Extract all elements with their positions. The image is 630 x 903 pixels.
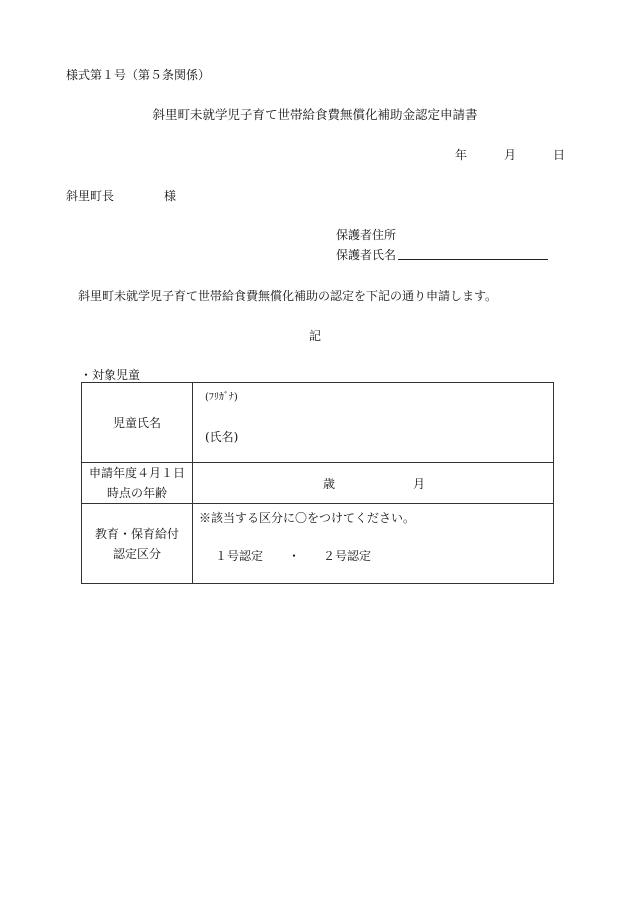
certification-label-line2: 認定区分: [112, 546, 161, 561]
application-statement: 斜里町未就学児子育て世帯給食費無償化補助の認定を下記の通り申請します。: [78, 289, 498, 303]
addressee-honorific: 様: [164, 189, 177, 203]
date-day-label: 日: [553, 148, 566, 162]
application-table: [81, 382, 554, 584]
age-years-label: 歳: [323, 477, 336, 491]
addressee-mayor: 斜里町長: [66, 189, 115, 203]
table-row-certification: [82, 504, 554, 584]
certification-label: [82, 504, 193, 584]
furigana-label: (ﾌﾘｶﾞﾅ): [205, 392, 238, 403]
child-name-cell[interactable]: [193, 383, 554, 463]
table-row-child-name: [82, 383, 554, 463]
guardian-name-underline: [398, 259, 548, 260]
ki-heading: 記: [308, 329, 321, 343]
certification-option-1[interactable]: １号認定: [215, 549, 264, 563]
certification-note: ※該当する区分に〇をつけてください。: [199, 511, 416, 525]
form-number: 様式第１号（第５条関係）: [66, 68, 211, 82]
child-name-label: 児童氏名: [82, 383, 193, 463]
certification-separator: ・: [288, 549, 301, 563]
guardian-address-label: 保護者住所: [336, 228, 397, 242]
date-year-label: 年: [455, 148, 468, 162]
age-cell[interactable]: [193, 463, 554, 504]
certification-label-line1: 教育・保育給付: [94, 526, 179, 541]
table-row-age: [82, 463, 554, 504]
document-title: 斜里町未就学児子育て世帯給食費無償化補助金認定申請書: [152, 107, 478, 122]
child-fullname-label: (氏名): [205, 430, 239, 444]
certification-option-2[interactable]: ２号認定: [323, 549, 372, 563]
age-label-line2: 時点の年齢: [106, 486, 167, 500]
guardian-name-label: 保護者氏名: [336, 248, 397, 262]
date-month-label: 月: [504, 148, 517, 162]
age-label: [82, 463, 193, 504]
target-children-heading: ・対象児童: [80, 368, 141, 382]
age-label-line1: 申請年度４月１日: [88, 466, 185, 480]
certification-cell: [193, 504, 554, 584]
age-months-label: 月: [413, 477, 426, 491]
